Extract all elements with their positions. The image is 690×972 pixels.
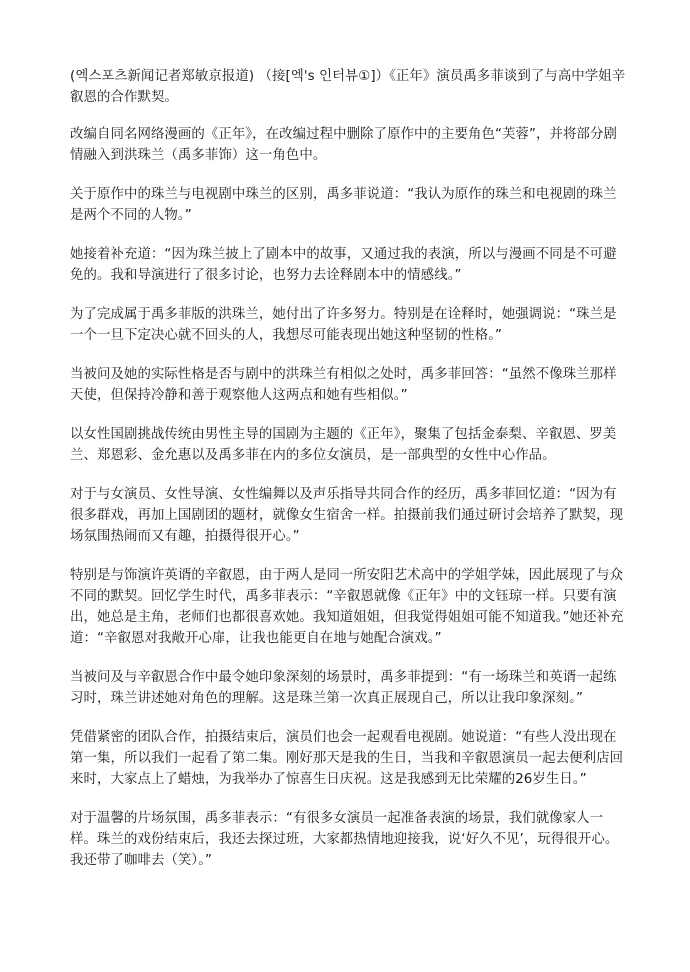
article-paragraph: 当被问及她的实际性格是否与剧中的洪珠兰有相似之处时，禹多菲回答：“虽然不像珠兰那样天使，但保持冷静和善于观察他人这两点和她有些相似。”	[70, 367, 617, 403]
article-paragraph: 以女性国剧挑战传统由男性主导的国剧为主题的《正年》，聚集了包括金泰梨、辛叡恩、罗美兰、郑恩彩、金允惠以及禹多菲在内的多位女演员，是一部典型的女性中心作品。	[70, 427, 617, 463]
article-paragraph: 特别是与饰演许英谞的辛叡恩，由于两人是同一所安阳艺术高中的学姐学妹，因此展现了与众不同的默契。回忆学生时代，禹多菲表示：“辛叡恩就像《正年》中的文钰琼一样。只要有演出，她总是主角，老师们也都很喜欢她。我知道姐姐，但我觉得姐姐可能不知道我。”她还补充道：“辛叡恩对我敞开心扉，让我也能更自在地与她配合演戏。”	[70, 568, 624, 646]
article-paragraph: 凭借紧密的团队合作，拍摄结束后，演员们也会一起观看电视剧。她说道：“有些人没出现在第一集，所以我们一起看了第二集。刚好那天是我的生日，当我和辛叡恩演员一起去便利店回来时，大家点上了蜡烛，为我举办了惊喜生日庆祝。这是我感到无比荣耀的26岁生日。”	[70, 730, 624, 787]
article-paragraph: 改编自同名网络漫画的《正年》，在改编过程中删除了原作中的主要角色“芙蓉”，并将部分剧情融入到洪珠兰（禹多菲饰）这一角色中。	[70, 127, 617, 163]
article-paragraph: 关于原作中的珠兰与电视剧中珠兰的区别，禹多菲说道：“我认为原作的珠兰和电视剧的珠兰是两个不同的人物。”	[70, 187, 617, 223]
article-paragraph: 为了完成属于禹多菲版的洪珠兰，她付出了许多努力。特别是在诠释时，她强调说：“珠兰是一个一旦下定决心就不回头的人，我想尽可能表现出她这种坚韧的性格。”	[70, 307, 617, 343]
article-paragraph: 对于温馨的片场氛围，禹多菲表示：“有很多女演员一起准备表演的场景，我们就像家人一样。珠兰的戏份结束后，我还去探过班，大家都热情地迎接我，说‘好久不见’，玩得很开心。我还带了咖啡去（笑）。”	[70, 811, 619, 868]
article-paragraph: 当被问及与辛叡恩合作中最令她印象深刻的场景时，禹多菲提到：“有一场珠兰和英谞一起练习时，珠兰讲述她对角色的理解。这是珠兰第一次真正展现自己，所以让我印象深刻。”	[70, 670, 617, 706]
article-paragraph: 对于与女演员、女性导演、女性编舞以及声乐指导共同合作的经历，禹多菲回忆道：“因为有很多群戏，再加上国剧团的题材，就像女生宿舍一样。拍摄前我们通过研讨会培养了默契，现场氛围热闹而又有趣，拍摄得很开心。”	[70, 487, 624, 544]
article-body	[70, 66, 626, 889]
article-paragraph: (엑스포츠新闻记者郑敏京报道) （接[엑's 인터뷰①]）《正年》演员禹多菲谈到了与高中学姐辛叡恩的合作默契。	[70, 69, 626, 105]
article-paragraph: 她接着补充道：“因为珠兰披上了剧本中的故事，又通过我的表演，所以与漫画不同是不可避免的。我和导演进行了很多讨论，也努力去诠释剧本中的情感线。”	[70, 247, 617, 283]
